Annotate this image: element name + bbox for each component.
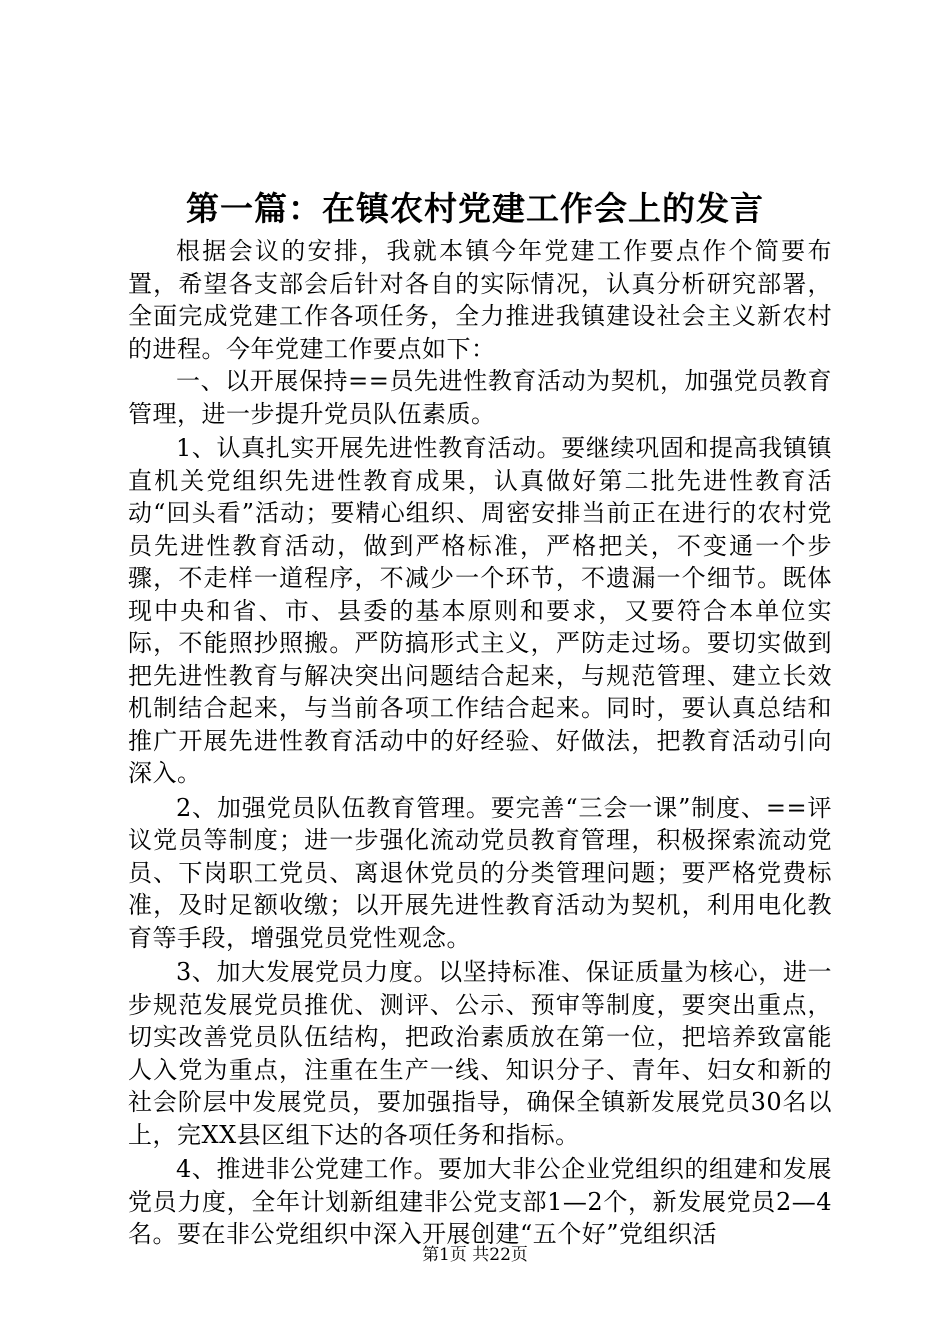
paragraph-item-1: 1、认真扎实开展先进性教育活动。要继续巩固和提高我镇镇直机关党组织先进性教育成果，认真做好第二批先进性教育活动“回头看”活动；要精心组织、周密安排当前正在进行的农村党员先进性教育活动，做到严格标准，严格把关，不变通一个步骤，不走样一道程序，不减少一个环节，不遗漏一个细节。既体现中央和省、市、县委的基本原则和要求，又要符合本单位实际，不能照抄照搬。严防搞形式主义，严防走过场。要切实做到把先进性教育与解决突出问题结合起来，与规范管理、建立长效机制结合起来，与当前各项工作结合起来。同时，要认真总结和推广开展先进性教育活动中的好经验、好做法，把教育活动引向深入。 (128, 434, 832, 787)
paragraph-item-3: 3、加大发展党员力度。以坚持标准、保证质量为核心，进一步规范发展党员推优、测评、公示、预审等制度，要突出重点，切实改善党员队伍结构，把政治素质放在第一位，把培养致富能人入党为重点，注重在生产一线、知识分子、青年、妇女和新的社会阶层中发展党员，要加强指导，确保全镇新发展党员30名以上，完XX县区组下达的各项任务和指标。 (128, 958, 832, 1149)
paragraph-item-2: 2、加强党员队伍教育管理。要完善“三会一课”制度、==评议党员等制度；进一步强化流动党员教育管理，积极探索流动党员、下岗职工党员、离退休党员的分类管理问题；要严格党费标准，及时足额收缴；以开展先进性教育活动为契机，利用电化教育等手段，增强党员党性观念。 (128, 793, 832, 952)
paragraph-section-1-heading: 一、以开展保持==员先进性教育活动为契机，加强党员教育管理，进一步提升党员队伍素质。 (128, 367, 832, 428)
document-title: 第一篇：在镇农村党建工作会上的发言 (186, 189, 764, 228)
document-body (128, 235, 832, 1251)
paragraph-intro: 根据会议的安排，我就本镇今年党建工作要点作个简要布置，希望各支部会后针对各自的实际情况，认真分析研究部署，全面完成党建工作各项任务，全力推进我镇建设社会主义新农村的进程。今年党建工作要点如下： (128, 237, 832, 363)
paragraph-item-4: 4、推进非公党建工作。要加大非公企业党组织的组建和发展党员力度，全年计划新组建非公党支部1—2个，新发展党员2—4名。要在非公党组织中深入开展创建“五个好”党组织活 (128, 1155, 832, 1248)
page-footer: 第1页 共22页 (422, 1245, 528, 1265)
